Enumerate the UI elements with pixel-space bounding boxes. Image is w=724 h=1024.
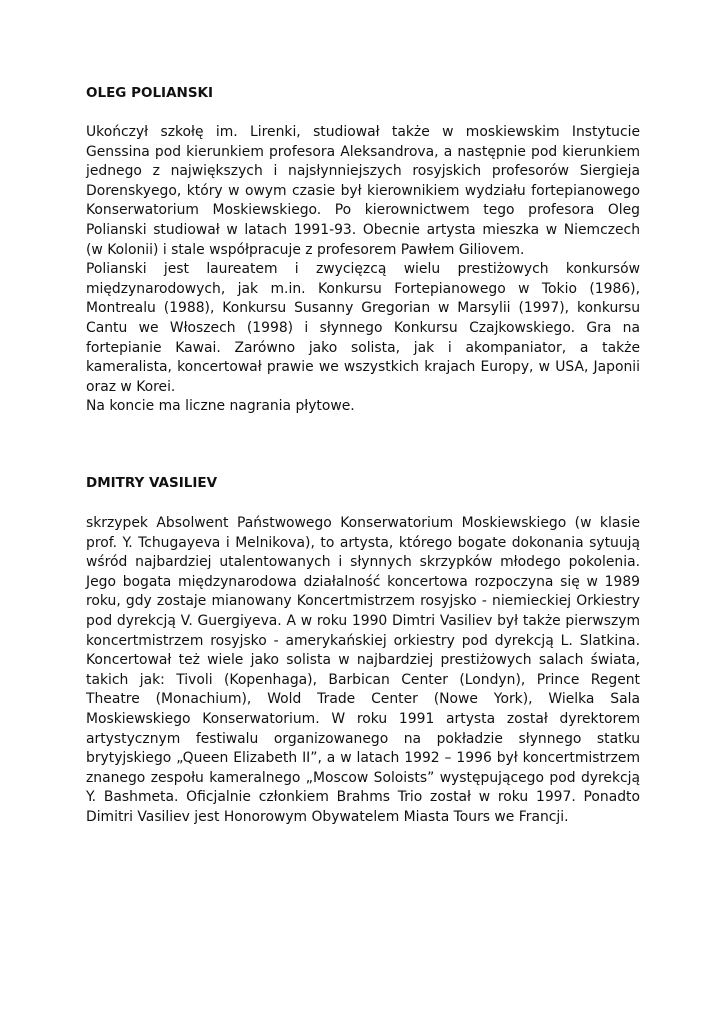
paragraph-awards: Polianski jest laureatem i zwycięzcą wielu prestiżowych konkursów międzynarodowych, jak m.in. Konkursu Fortepianowego w Tokio (1986), Montrealu (1988), Konkursu Susanny Gregorian w Marsylii (1997), konkursu Cantu we Włoszech (1998) i słynnego Konkursu Czajkowskiego. Gra na fortepianie Kawai. Zarówno jako solista, jak i akompaniator, a także kameralista, koncertował prawie we wszystkich krajach Europy, w USA, Japonii oraz w Korei. xyxy=(86,261,640,395)
paragraph-recordings: Na koncie ma liczne nagrania płytowe. xyxy=(86,398,355,415)
paragraph-biography: Ukończył szkołę im. Lirenki, studiował także w moskiewskim Instytucie Genssina pod kierunkiem profesora Aleksandrova, a następnie pod kierunkiem jednego z największych i najsłynniejszych rosyjskich profesorów Siergieja Dorenskyego, który w owym czasie był kierownikiem wydziału fortepianowego Konserwatorium Moskiewskiego. Po kierownictwem tego profesora Oleg Polianski studiował w latach 1991-93. Obecnie artysta mieszka w Niemczech (w Kolonii) i stale współpracuje z profesorem Pawłem Giliovem. xyxy=(86,124,640,258)
section-heading-vasiliev: DMITRY VASILIEV xyxy=(86,475,218,491)
section-body-vasiliev xyxy=(86,514,640,828)
section-heading-polianski: OLEG POLIANSKI xyxy=(86,85,214,101)
section-body-polianski xyxy=(86,123,640,417)
paragraph-biography: skrzypek Absolwent Państwowego Konserwatorium Moskiewskiego (w klasie prof. Y. Tchugayeva i Melnikova), to artysta, którego bogate dokonania sytuują wśród najbardziej utalentowanych i słynnych skrzypków młodego pokolenia. Jego bogata międzynarodowa działalność koncertowa rozpoczyna się w 1989 roku, gdy zostaje mianowany Koncertmistrzem rosyjsko - niemieckiej Orkiestry pod dyrekcją V. Guergiyeva. A w roku 1990 Dimtri Vasiliev był także pierwszym koncertmistrzem rosyjsko - amerykańskiej orkiestry pod dyrekcją L. Slatkina. Koncertował też wiele jako solista w najbardziej prestiżowych salach świata, takich jak: Tivoli (Kopenhaga), Barbican Center (Londyn), Prince Regent Theatre (Monachium), Wold Trade Center (Nowe York), Wielka Sala Moskiewskiego Konserwatorium. W roku 1991 artysta został dyrektorem artystycznym festiwalu organizowanego na pokładzie słynnego statku brytyjskiego „Queen Elizabeth II”, a w latach 1992 – 1996 był koncertmistrzem znanego zespołu kameralnego „Moscow Soloists” występującego pod dyrekcją Y. Bashmeta. Oficjalnie członkiem Brahms Trio został w roku 1997. Ponadto Dimitri Vasiliev jest Honorowym Obywatelem Miasta Tours we Francji. xyxy=(86,515,640,825)
